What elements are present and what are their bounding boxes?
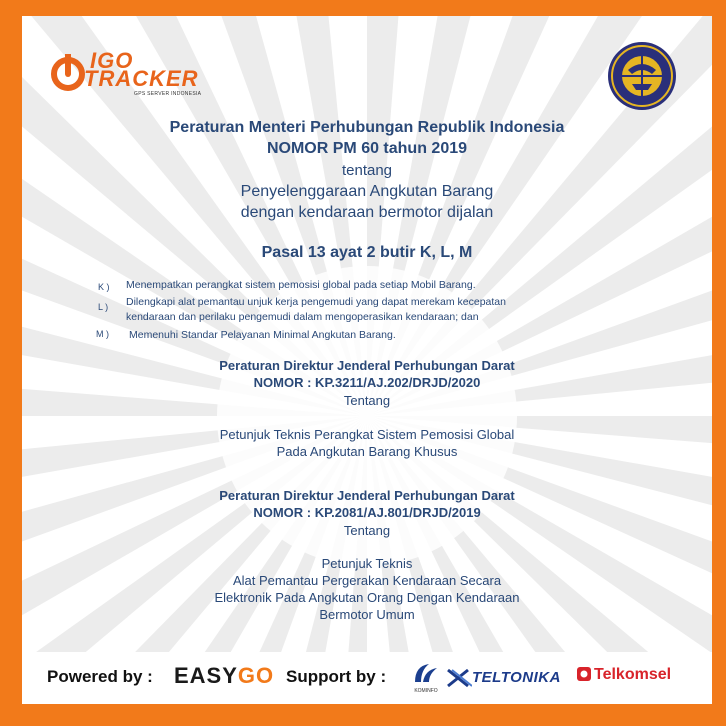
poster-panel [22,16,712,652]
reg3-number: NOMOR : KP.2081/AJ.801/DRJD/2019 [253,505,481,520]
reg2-number: NOMOR : KP.3211/AJ.202/DRJD/2020 [253,375,481,390]
teltonika-logo-icon [446,666,472,690]
ministry-of-transportation-emblem-icon [606,40,678,112]
teltonika-logo [446,666,561,690]
logo-tagline: GPS SERVER INDONESIA [134,91,202,97]
item-k-text: Menempatkan perangkat sistem pemosisi global pada setiap Mobil Barang. [126,279,476,291]
pasal-heading: Pasal 13 ayat 2 butir K, L, M [261,244,473,261]
telkomsel-logo [576,665,672,688]
reg2-title: Peraturan Direktur Jenderal Perhubungan Darat [219,358,515,373]
logo-word-top: IGO [90,48,134,73]
reg2-desc-line2: Pada Angkutan Barang Khusus [276,444,458,459]
easygo-go: GO [237,663,275,688]
regulation-subject-line2: dengan kendaraan bermotor dijalan [240,204,494,221]
logo-word-bottom: TRACKER [84,66,199,91]
kominfo-label: KOMINFO [414,688,438,694]
reg2-about: Tentang [343,393,391,408]
item-l-text-line2: kendaraan dan perilaku pengemudi dalam mengoperasikan kendaraan; dan [126,311,479,323]
telkomsel-logo-icon [576,665,592,683]
igo-tracker-logo [48,46,208,106]
item-k-mark: K ) [98,282,110,292]
reg3-desc-line4: Bermotor Umum [319,607,415,622]
teltonika-label: TELTONIKA [472,669,561,686]
regulation-title: Peraturan Menteri Perhubungan Republik Indonesia [169,119,565,136]
easygo-easy: EASY [174,663,238,688]
reg3-title: Peraturan Direktur Jenderal Perhubungan Darat [219,488,515,503]
reg3-desc-line1: Petunjuk Teknis [321,556,413,571]
reg3-desc-line3: Elektronik Pada Angkutan Orang Dengan Kendaraan [214,590,520,605]
reg3-desc-line2: Alat Pemantau Pergerakan Kendaraan Secara [232,573,502,588]
item-m-mark: M ) [96,329,109,339]
kominfo-logo-icon [411,660,441,688]
item-l-mark: L ) [98,302,109,312]
item-m-text: Memenuhi Standar Pelayanan Minimal Angkutan Barang. [129,329,396,341]
reg3-about: Tentang [343,523,391,538]
support-by-label: Support by : [286,667,387,686]
reg2-desc-line1: Petunjuk Teknis Perangkat Sistem Pemosisi Global [219,427,515,442]
item-l-text-line1: Dilengkapi alat pemantau unjuk kerja pengemudi yang dapat merekam kecepatan [126,296,506,308]
powered-by-label: Powered by : [47,667,153,686]
igo-tracker-logo-icon [48,50,88,94]
regulation-number: NOMOR PM 60 tahun 2019 [266,140,468,157]
regulation-about: tentang [341,162,393,179]
telkomsel-label: Telkomsel [594,666,672,683]
regulation-subject-line1: Penyelenggaraan Angkutan Barang [240,183,494,200]
easygo-logo [174,663,274,689]
sponsor-footer [22,652,712,704]
kominfo-logo [411,660,441,696]
